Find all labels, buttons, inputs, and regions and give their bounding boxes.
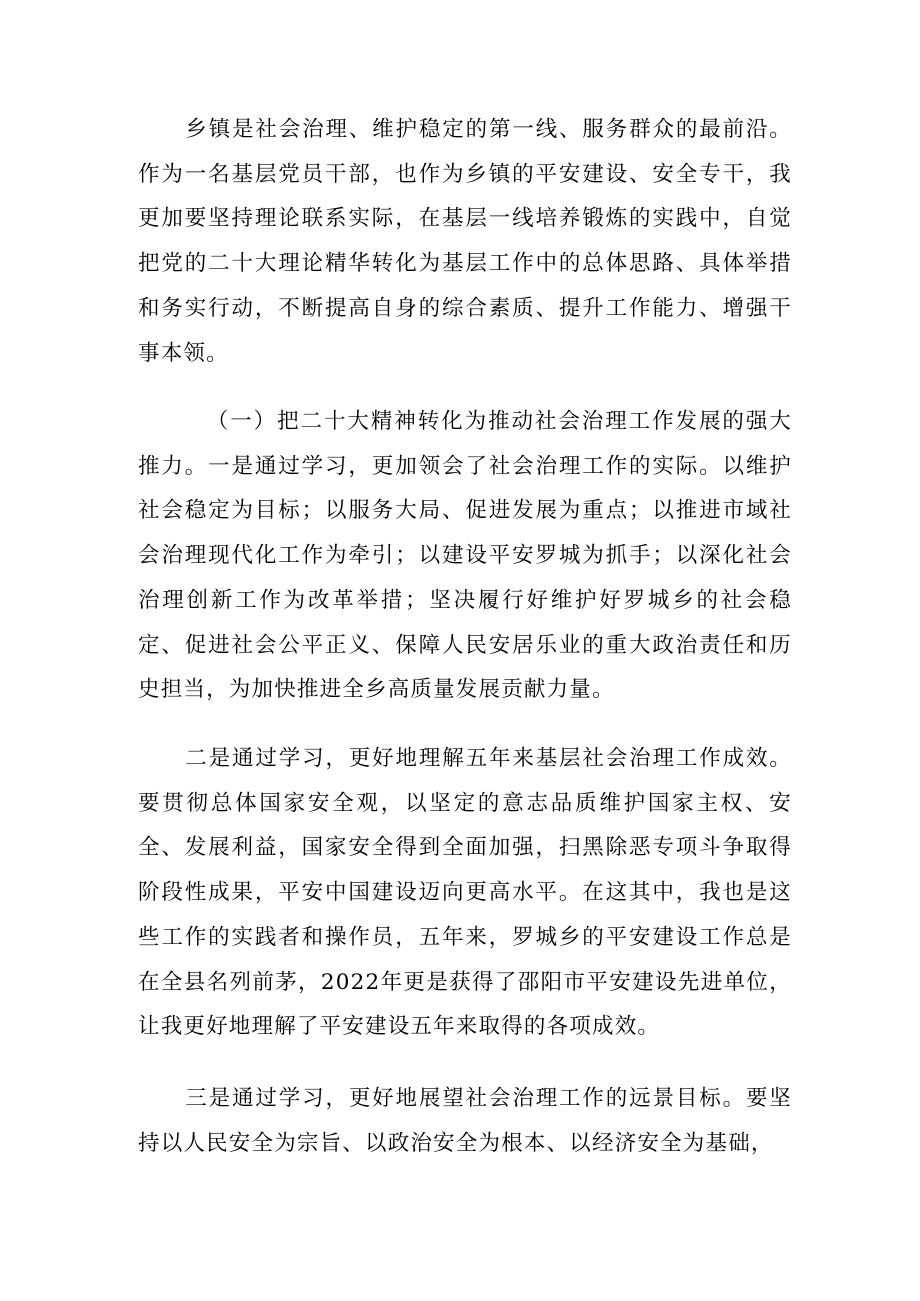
paragraph-point-three: 三是通过学习，更好地展望社会治理工作的远景目标。要坚持以人民安全为宗旨、以政治安全为根本、以经济安全为基础，	[138, 1086, 792, 1156]
paragraph-section-one: （一）把二十大精神转化为推动社会治理工作发展的强大推力。一是通过学习，更加领会了社会治理工作的实际。以维护社会稳定为目标；以服务大局、促进发展为重点；以推进市域社会治理现代化工作为牵引；以建设平安罗城为抓手；以深化社会治理创新工作为改革举措；坚决履行好维护好罗城乡的社会稳定、促进社会公平正义、保障人民安居乐业的重大政治责任和历史担当，为加快推进全乡高质量发展贡献力量。	[138, 409, 792, 703]
paragraph-intro: 乡镇是社会治理、维护稳定的第一线、服务群众的最前沿。作为一名基层党员干部，也作为乡镇的平安建设、安全专干，我更加要坚持理论联系实际，在基层一线培养锻炼的实践中，自觉把党的二十大理论精华转化为基层工作中的总体思路、具体举措和务实行动，不断提高自身的综合素质、提升工作能力、增强干事本领。	[138, 117, 792, 366]
paragraph-point-two: 二是通过学习，更好地理解五年来基层社会治理工作成效。要贯彻总体国家安全观，以坚定的意志品质维护国家主权、安全、发展利益，国家安全得到全面加强，扫黑除恶专项斗争取得阶段性成果，平安中国建设迈向更高水平。在这其中，我也是这些工作的实践者和操作员，五年来，罗城乡的平安建设工作总是在全县名列前茅，2022年更是获得了邵阳市平安建设先进单位，让我更好地理解了平安建设五年来取得的各项成效。	[138, 746, 792, 1040]
